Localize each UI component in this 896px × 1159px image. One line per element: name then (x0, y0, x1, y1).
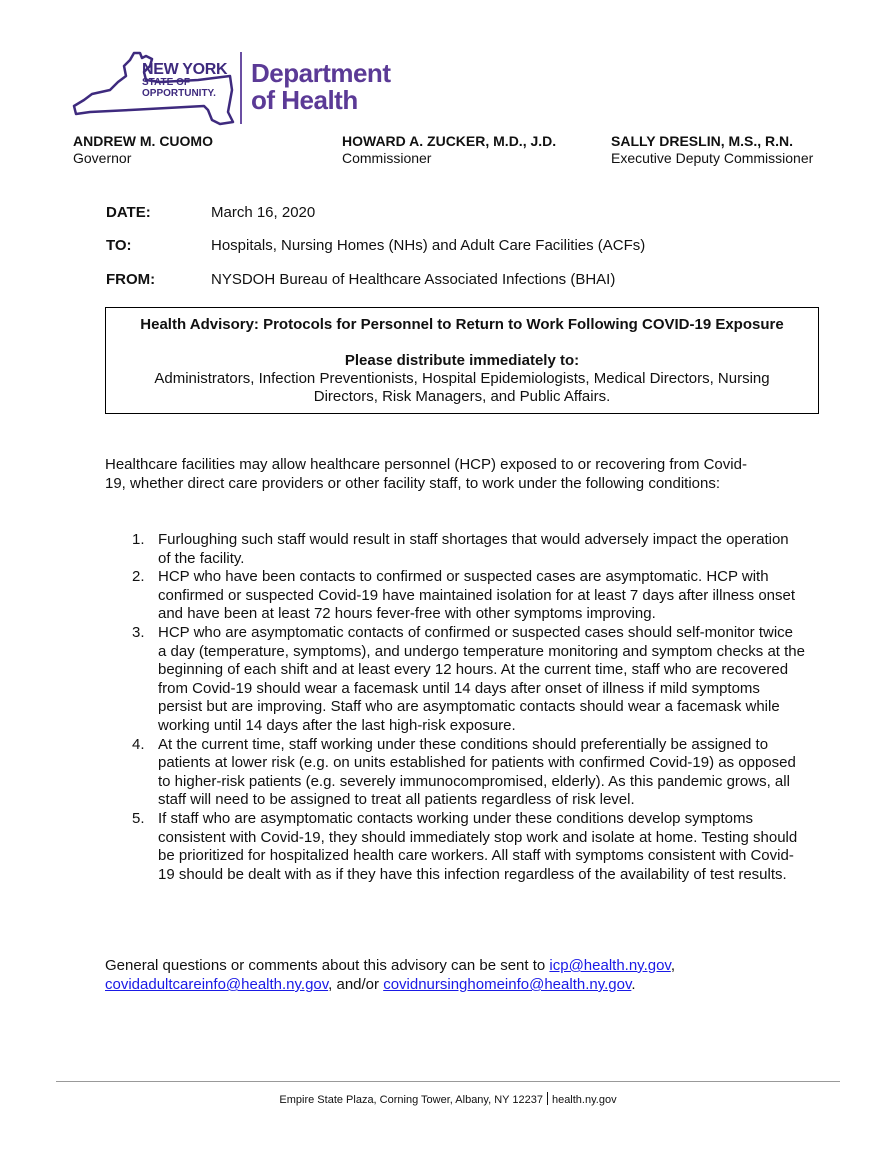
footer-rule (56, 1081, 840, 1082)
distribute-heading: Please distribute immediately to: (344, 352, 580, 369)
footer-website: health.ny.gov (551, 1094, 617, 1106)
footer-address: Empire State Plaza, Corning Tower, Albany, NY 12237 (279, 1094, 543, 1106)
footer-separator (547, 1092, 548, 1105)
date-label: DATE: (106, 204, 151, 221)
list-item-text: HCP who are asymptomatic contacts of confirmed or suspected cases should self-monitor twice a day (temperature, symptoms), and undergo temperature monitoring and symptom checks at the beginning of each shift and at least every 12 hours. At the current time, staff who are recovered from Covid-19 should wear a facemask until 14 days after onset of illness if mild symptoms persist but are improving. Staff who are asymptomatic contacts should wear a facemask while working until 14 days after the last high-risk exposure. (158, 623, 805, 734)
nys-line-state-of: STATE OF (142, 77, 190, 88)
nys-line-new-york: NEW YORK (142, 61, 228, 78)
list-item (105, 568, 805, 624)
email-link-nursing-home[interactable]: covidnursinghomeinfo@health.ny.gov (383, 976, 632, 993)
official-title: Governor (73, 150, 132, 166)
to-label: TO: (106, 237, 132, 254)
official-deputy-commissioner (611, 133, 813, 167)
official-governor (73, 133, 213, 167)
conditions-list (105, 531, 805, 884)
list-item (105, 736, 805, 810)
list-item-number: 4. (132, 735, 145, 753)
dept-line-of-health: of Health (251, 85, 358, 115)
list-item (105, 531, 805, 568)
list-item-number: 3. (132, 623, 145, 641)
official-name: SALLY DRESLIN, M.S., R.N. (611, 133, 794, 149)
email-link-adult-care[interactable]: covidadultcareinfo@health.ny.gov (105, 976, 329, 993)
official-name: ANDREW M. CUOMO (73, 133, 213, 149)
closing-sep-1: , (670, 957, 675, 974)
official-title: Commissioner (342, 150, 432, 166)
closing-prefix: General questions or comments about this advisory can be sent to (105, 957, 550, 974)
recipients-list: Administrators, Infection Preventionists, Hospital Epidemiologists, Medical Directors, Nursing Directors, Risk Managers, and Public Affairs. (154, 370, 770, 405)
dept-line-department: Department (251, 58, 391, 88)
list-item-text: HCP who have been contacts to confirmed or suspected cases are asymptomatic. HCP with confirmed or suspected Covid-19 have maintained isolation for at least 7 days after illness onset and have been at least 72 hours fever-free with other symptoms improving. (158, 568, 796, 623)
list-item (105, 624, 805, 736)
intro-paragraph: Healthcare facilities may allow healthcare personnel (HCP) exposed to or recovering from Covid-19, whether direct care providers or other facility staff, to work under the following conditions: (105, 456, 747, 492)
advisory-box (105, 307, 819, 414)
list-item-text: If staff who are asymptomatic contacts working under these conditions develop symptoms consistent with Covid-19, they should immediately stop work and isolate at home. Testing should be prioritized for hospitalized health care workers. All staff with symptoms consistent with Covid-19 should be dealt with as if they have this infection regardless of the availability of test results. (158, 809, 798, 883)
nys-doh-logo (70, 50, 410, 128)
nys-line-opportunity: OPPORTUNITY. (142, 88, 216, 99)
nys-wordmark (142, 62, 227, 99)
email-link-icp[interactable]: icp@health.ny.gov (549, 957, 671, 974)
closing-paragraph (105, 956, 785, 994)
list-item-number: 2. (132, 568, 145, 586)
logo-divider (240, 52, 242, 124)
official-commissioner (342, 133, 556, 167)
from-label: FROM: (106, 271, 156, 288)
closing-suffix: . (631, 976, 636, 993)
closing-sep-2: , and/or (328, 976, 384, 993)
list-item (105, 810, 805, 884)
list-item-text: Furloughing such staff would result in staff shortages that would adversely impact the operation of the facility. (158, 531, 789, 567)
official-title: Executive Deputy Commissioner (611, 150, 814, 166)
from-value: NYSDOH Bureau of Healthcare Associated Infections (BHAI) (211, 271, 616, 288)
official-name: HOWARD A. ZUCKER, M.D., J.D. (342, 133, 557, 149)
advisory-title: Health Advisory: Protocols for Personnel to Return to Work Following COVID-19 Exposure (140, 316, 784, 333)
list-item-text: At the current time, staff working under these conditions should preferentially be assigned to patients at lower risk (e.g. on units established for patients with confirmed Covid-19) as opposed to higher-risk patients (e.g. severely immunocompromised, elderly). As this pandemic grows, all staff will need to be assigned to treat all patients regardless of risk level. (158, 735, 796, 809)
list-item-number: 5. (132, 809, 145, 827)
department-wordmark (251, 60, 390, 114)
to-value: Hospitals, Nursing Homes (NHs) and Adult Care Facilities (ACFs) (211, 237, 646, 254)
list-item-number: 1. (132, 531, 145, 548)
footer (0, 1092, 896, 1106)
date-value: March 16, 2020 (211, 204, 316, 221)
